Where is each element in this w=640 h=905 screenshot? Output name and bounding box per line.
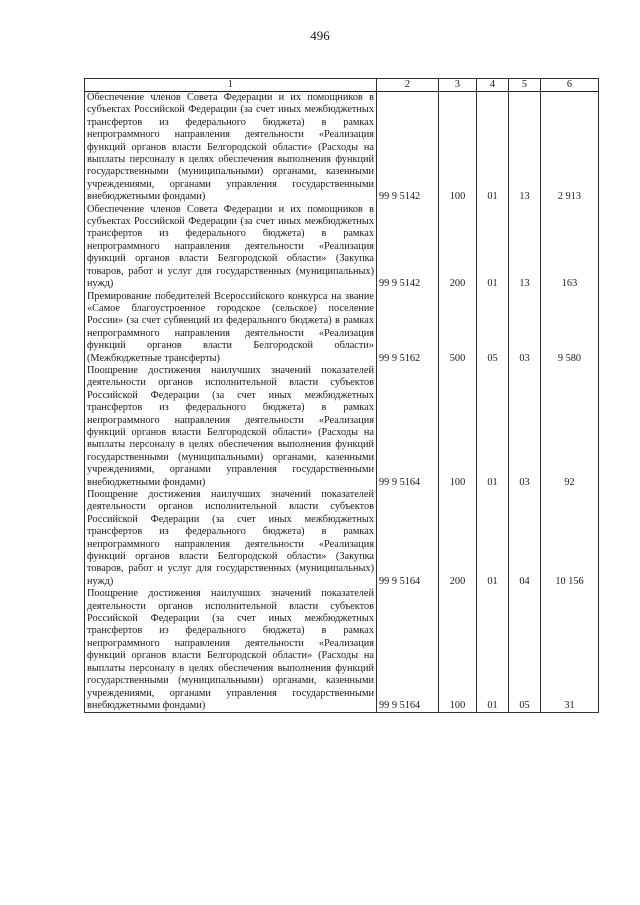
table-row [85, 204, 599, 291]
row-amount: 31 [541, 588, 599, 713]
row-section: 01 [477, 489, 509, 588]
row-subsection: 13 [509, 204, 541, 291]
row-amount: 10 156 [541, 489, 599, 588]
row-description: Обеспечение членов Совета Федерации и их помощников в субъектах Российской Федерации (за счет иных межбюджетных трансфертов из федерального бюджета) в рамках непрограммного направления деятельности «Реализация функций органов власти Белгородской области» (Расходы на выплаты персоналу в целях обеспечения выполнения функций государственными (муниципальными) органами, казенными учреждениями, органами управления государственными внебюджетными фондами) [85, 92, 377, 204]
row-description: Обеспечение членов Совета Федерации и их помощников в субъектах Российской Федерации (за счет иных межбюджетных трансфертов из федерального бюджета) в рамках непрограммного направления деятельности «Реализация функций органов власти Белгородской области» (Закупка товаров, работ и услуг для государственных (муниципальных) нужд) [85, 204, 377, 291]
row-description: Премирование победителей Всероссийского конкурса на звание «Самое благоустроенное городское (сельское) поселение России» (за счет субвенций из федерального бюджета) в рамках непрограммного направления деятельности «Реализация функций органов власти Белгородской области» (Межбюджетные трансферты) [85, 291, 377, 365]
row-expense-type: 100 [439, 92, 477, 204]
budget-table [84, 78, 599, 713]
row-amount: 92 [541, 365, 599, 489]
row-target-code: 99 9 5142 [377, 204, 439, 291]
row-target-code: 99 9 5162 [377, 291, 439, 365]
row-description: Поощрение достижения наилучших значений показателей деятельности органов исполнительной власти субъектов Российской Федерации (за счет иных межбюджетных трансфертов из федерального бюджета) в рамках непрограммного направления деятельности «Реализация функций органов власти Белгородской области» (Расходы на выплаты персоналу в целях обеспечения выполнения функций государственными (муниципальными) органами, казенными учреждениями, органами управления государственными внебюджетными фондами) [85, 588, 377, 713]
row-subsection: 04 [509, 489, 541, 588]
column-header-expense-type: 3 [439, 79, 477, 92]
row-amount: 163 [541, 204, 599, 291]
row-expense-type: 100 [439, 588, 477, 713]
row-subsection: 03 [509, 291, 541, 365]
column-header-subsection: 5 [509, 79, 541, 92]
row-section: 01 [477, 204, 509, 291]
row-section: 01 [477, 365, 509, 489]
row-subsection: 05 [509, 588, 541, 713]
page-number: 496 [310, 28, 330, 43]
column-header-section: 4 [477, 79, 509, 92]
row-expense-type: 200 [439, 489, 477, 588]
row-expense-type: 100 [439, 365, 477, 489]
table-row [85, 489, 599, 588]
column-header-description: 1 [85, 79, 377, 92]
row-section: 05 [477, 291, 509, 365]
row-target-code: 99 9 5164 [377, 365, 439, 489]
table-row [85, 291, 599, 365]
row-target-code: 99 9 5164 [377, 588, 439, 713]
column-header-target-code: 2 [377, 79, 439, 92]
table-row [85, 588, 599, 713]
table-row [85, 92, 599, 204]
column-header-amount: 6 [541, 79, 599, 92]
row-amount: 2 913 [541, 92, 599, 204]
row-description: Поощрение достижения наилучших значений показателей деятельности органов исполнительной власти субъектов Российской Федерации (за счет иных межбюджетных трансфертов из федерального бюджета) в рамках непрограммного направления деятельности «Реализация функций органов власти Белгородской области» (Закупка товаров, работ и услуг для государственных (муниципальных) нужд) [85, 489, 377, 588]
row-subsection: 13 [509, 92, 541, 204]
row-description: Поощрение достижения наилучших значений показателей деятельности органов исполнительной власти субъектов Российской Федерации (за счет иных межбюджетных трансфертов из федерального бюджета) в рамках непрограммного направления деятельности «Реализация функций органов власти Белгородской области» (Расходы на выплаты персоналу в целях обеспечения выполнения функций государственными (муниципальными) органами, казенными учреждениями, органами управления государственными внебюджетными фондами) [85, 365, 377, 489]
row-subsection: 03 [509, 365, 541, 489]
table-header-row [85, 79, 599, 92]
row-target-code: 99 9 5142 [377, 92, 439, 204]
row-amount: 9 580 [541, 291, 599, 365]
row-section: 01 [477, 92, 509, 204]
row-target-code: 99 9 5164 [377, 489, 439, 588]
row-expense-type: 500 [439, 291, 477, 365]
row-section: 01 [477, 588, 509, 713]
row-expense-type: 200 [439, 204, 477, 291]
table-row [85, 365, 599, 489]
